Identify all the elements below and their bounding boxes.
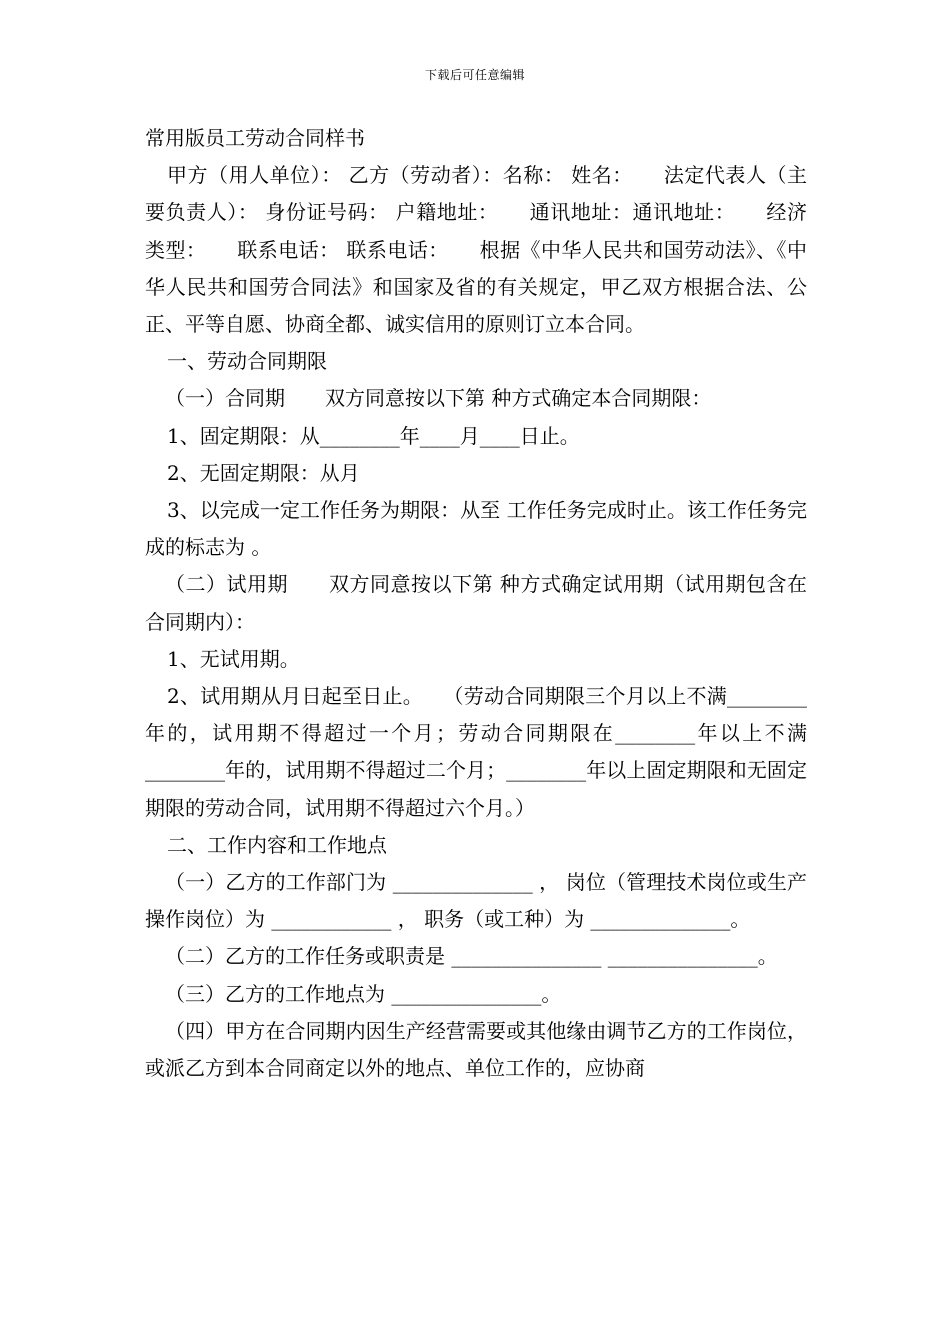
paragraph-no-probation: 1、无试用期。 bbox=[167, 646, 300, 671]
paragraph-probation-period: 2、试用期从月日起至日止。 （劳动合同期限三个月以上不满________年的，试用期不得超过一个月；劳动合同期限在________年以上不满________年的，试用期不得超过二个月；________年以上固定期限和无固定期限的劳动合同，试用期不得超过六个月。） bbox=[145, 684, 807, 820]
section-heading-1: 一、劳动合同期限 bbox=[167, 349, 327, 374]
paragraph-open-term: 2、无固定期限：从月 bbox=[167, 460, 360, 485]
section-heading-2: 二、工作内容和工作地点 bbox=[167, 832, 387, 857]
paragraph-task-term: 3、以完成一定工作任务为期限：从至 工作任务完成时止。该工作任务完成的标志为 。 bbox=[145, 498, 807, 560]
paragraph-duties: （二）乙方的工作任务或职责是 _______________ _______________。 bbox=[165, 944, 778, 969]
paragraph-fixed-term: 1、固定期限：从________年____月____日止。 bbox=[167, 423, 580, 448]
paragraph-reassignment: （四）甲方在合同期内因生产经营需要或其他缘由调节乙方的工作岗位，或派乙方到本合同商定以外的地点、单位工作的，应协商 bbox=[145, 1018, 807, 1081]
paragraph-contract-term: （一）合同期 双方同意按以下第 种方式确定本合同期限： bbox=[165, 386, 712, 411]
document-title: 常用版员工劳动合同样书 bbox=[145, 126, 365, 150]
paragraph-department: （一）乙方的工作部门为 ______________ ， 岗位（管理技术岗位或生产操作岗位）为 ____________ ， 职务（或工种）为 ______________。 bbox=[145, 870, 807, 932]
document-body bbox=[145, 120, 807, 1087]
page-header: 下载后可任意编辑 bbox=[424, 68, 525, 82]
paragraph-parties: 甲方（用人单位）： 乙方（劳动者）：名称： 姓名： 法定代表人（主要负责人）： 身份证号码： 户籍地址： 通讯地址：通讯地址： 经济类型： 联系电话： 联系电话： 根据《中华人民共和国劳动法》、《中华人民共和国劳合同法》和国家及省的有关规定，甲乙双方根据合法、公正、平等自愿、协商全都、诚实信用的原则订立本合同。 bbox=[145, 163, 807, 337]
paragraph-workplace: （三）乙方的工作地点为 _______________。 bbox=[165, 981, 562, 1006]
paragraph-probation: （二）试用期 双方同意按以下第 种方式确定试用期（试用期包含在合同期内）： bbox=[145, 572, 807, 634]
